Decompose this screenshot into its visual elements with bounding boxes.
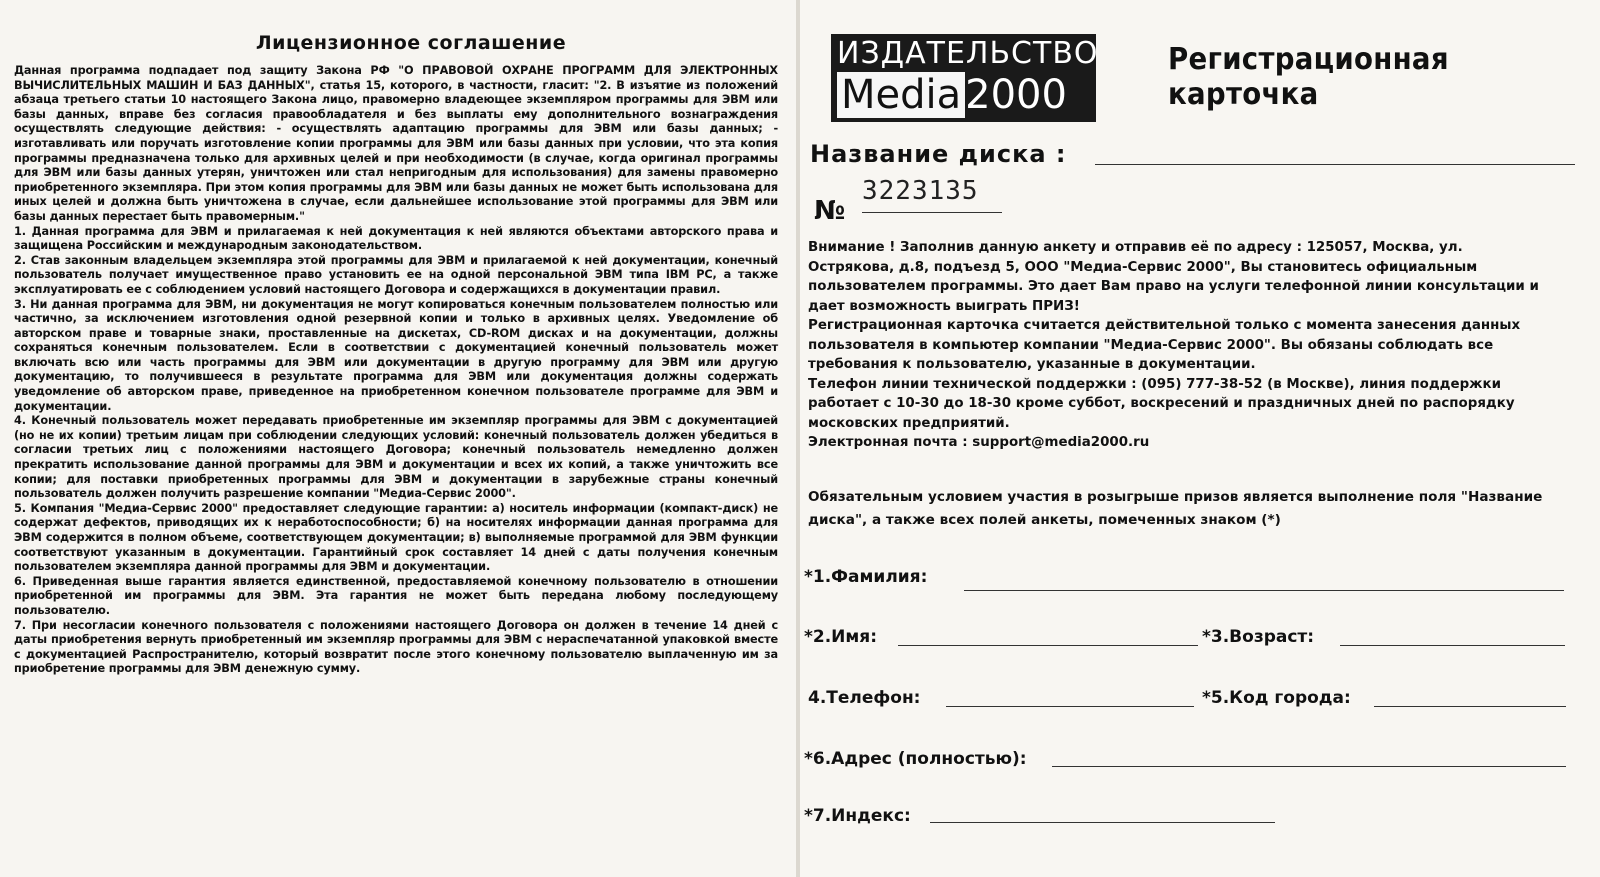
age-field[interactable] [1340,645,1565,646]
surname-label: *1.Фамилия: [804,567,928,587]
disk-name-row [810,140,1590,168]
logo-year-text: 2000 [965,72,1067,118]
registration-card [800,0,1600,877]
notice-paragraph: Регистрационная карточка считается действительной только с момента занесения данных пользователя в компьютер компании "Медиа-Сервис 2000". Вы обязаны соблюдать все требования к пользователю, указанные в документации. [808,318,1521,372]
condition-text: Обязательным условием участия в розыгрыше призов является выполнение поля "Название диска", а также всех полей анкеты, помеченных знаком (*) [808,489,1543,528]
notice-paragraph: Электронная почта : support@media2000.ru [808,435,1150,450]
notice-paragraph: Внимание ! Заполнив данную анкету и отправив её по адресу : 125057, Москва, ул. Острякова, д.8, подъезд 5, ООО "Медиа-Сервис 2000", Вы становитесь официальным пользователем программы. Это дает Вам право на услуги телефонной линии консультации и дает возможность выиграть ПРИЗ! [808,240,1539,314]
index-field[interactable] [930,822,1275,823]
license-body [14,64,778,677]
notice-text [808,238,1553,453]
age-label: *3.Возраст: [1202,627,1315,647]
logo-brand [837,72,1090,118]
license-page [0,0,796,877]
address-field[interactable] [1052,766,1566,767]
number-sign: № [814,196,846,226]
publisher-logo [831,34,1099,122]
city-code-field[interactable] [1374,706,1566,707]
license-paragraph: 1. Данная программа для ЭВМ и прилагаемая к ней документация к ней являются объектами авторского права и защищена Российским и международным законодательством. [14,224,778,253]
license-paragraph: 6. Приведенная выше гарантия является единственной, предоставляемой конечному пользователю в отношении приобретенной им программы для ЭВМ. Эта гарантия не может быть передана любому последующему пользователю. [14,574,778,617]
license-paragraph: 4. Конечный пользователь может передавать приобретенные им экземпляр программы для ЭВМ с документацией (но не их копии) третьим лицам при соблюдении следующих условий: конечный пользователь должен убедиться в согласии третьих лиц с положениями настоящего Договора; конечный пользователь немедленно должен прекратить использование данной программы для ЭВМ и документации и всех их копий, а также уничтожить все копии; для поставки приобретенных программы для ЭВМ и документации в зарубежные страны конечный пользователь должен получить разрешение компании "Медиа-Сервис 2000". [14,414,778,501]
notice-paragraph: Телефон линии технической поддержки : (095) 777-38-52 (в Москве), линия поддержки работает с 10-30 до 18-30 кроме суббот, воскресений и праздничных дней по распорядку московских предприятий. [808,376,1515,431]
serial-number: 3223135 [862,176,979,206]
logo-media-text: Media [837,72,965,118]
index-label: *7.Индекс: [804,806,911,826]
logo-publisher-text: ИЗДАТЕЛЬСТВО [837,36,1099,71]
name-label: *2.Имя: [804,627,878,647]
phone-label: 4.Телефон: [808,688,921,708]
address-label: *6.Адрес (полностью): [804,749,1027,769]
disk-name-field[interactable] [1095,164,1575,165]
license-paragraph: 5. Компания "Медиа-Сервис 2000" предоставляет следующие гарантии: а) носитель информации (компакт-диск) не содержат дефектов, приводящих их к неработоспособности; б) на носителях информации данная программа для ЭВМ содержится в полном объеме, соответствующем документации; в) выполняемые программой для ЭВМ функции соответствуют указанным в документации. Гарантийный срок составляет 14 дней с даты получения конечным пользователем экземпляра данной программы для ЭВМ и документации. [14,501,778,574]
disk-name-label: Название диска : [810,140,1067,168]
license-title: Лицензионное соглашение [255,32,567,54]
license-paragraph: Данная программа подпадает под защиту Закона РФ "О ПРАВОВОЙ ОХРАНЕ ПРОГРАММ ДЛЯ ЭЛЕКТРОННЫХ ВЫЧИСЛИТЕЛЬНЫХ МАШИН И БАЗ ДАННЫХ", статья 15, которого, в частности, гласит: "2. В изъятие из положений абзаца третьего статьи 10 настоящего Закона лицо, правомерно владеющее экземпляром программы для ЭВМ или базы данных, вправе без согласия правообладателя и без выплаты ему дополнительного вознаграждения осуществлять следующие действия: - осуществлять адаптацию программы для ЭВМ или базы данных; - изготавливать или поручать изготовление копии программы для ЭВМ или базы данных при условии, что эта копия программы предназначена только для архивных целей и при необходимости (в случае, когда оригинал программы для ЭВМ или базы данных утерян, уничтожен или стал непригодным для использования) для замены правомерно приобретенного экземпляра. При этом копия программы для ЭВМ или базы данных не может быть использована для иных целей и должна быть уничтожена в случае, если дальнейшее использование этой программы для ЭВМ или базы данных перестает быть правомерным." [14,64,778,223]
license-paragraph: 7. При несогласии конечного пользователя с положениями настоящего Договора он должен в течение 14 дней с даты приобретения вернуть приобретенный им экземпляр программы для ЭВМ с нераспечатанной упаковкой вместе с документацией Распространителю, который возвратит после этого конечному пользователю выплаченную им за приобретение программы для ЭВМ денежную сумму. [14,618,778,676]
surname-field[interactable] [964,590,1564,591]
license-paragraph: 3. Ни данная программа для ЭВМ, ни документация не могут копироваться конечным пользователем полностью или частично, за исключением изготовления одной резервной копии и только в архивных целях. Уведомление об авторском праве и товарные знаки, проставленные на дискетах, CD-ROM дисках и на документации, должны сохраняться конечным пользователем. Если в соответствии с документацией конечный пользователь может включать всю или часть программы для ЭВМ или документации в другую программу для ЭВМ или другую документацию, то получившееся в результате программа для ЭВМ или документация должны содержать уведомление об авторском праве, приведенное на приобретенном конечном пользователе программе для ЭВМ и документации. [14,297,778,413]
serial-underline [862,212,1002,213]
phone-field[interactable] [946,706,1194,707]
city-code-label: *5.Код города: [1202,688,1351,708]
license-paragraph: 2. Став законным владельцем экземпляра этой программы для ЭВМ и прилагаемой к ней документации, конечный пользователь получает имущественное право установить ее на одной персональной ЭВМ типа IBM PC, а также эксплуатировать ее с соблюдением условий настоящего Договора и содержащихся в документации правил. [14,253,778,296]
card-title: Регистрационная карточка [1168,42,1449,112]
name-field[interactable] [898,645,1198,646]
